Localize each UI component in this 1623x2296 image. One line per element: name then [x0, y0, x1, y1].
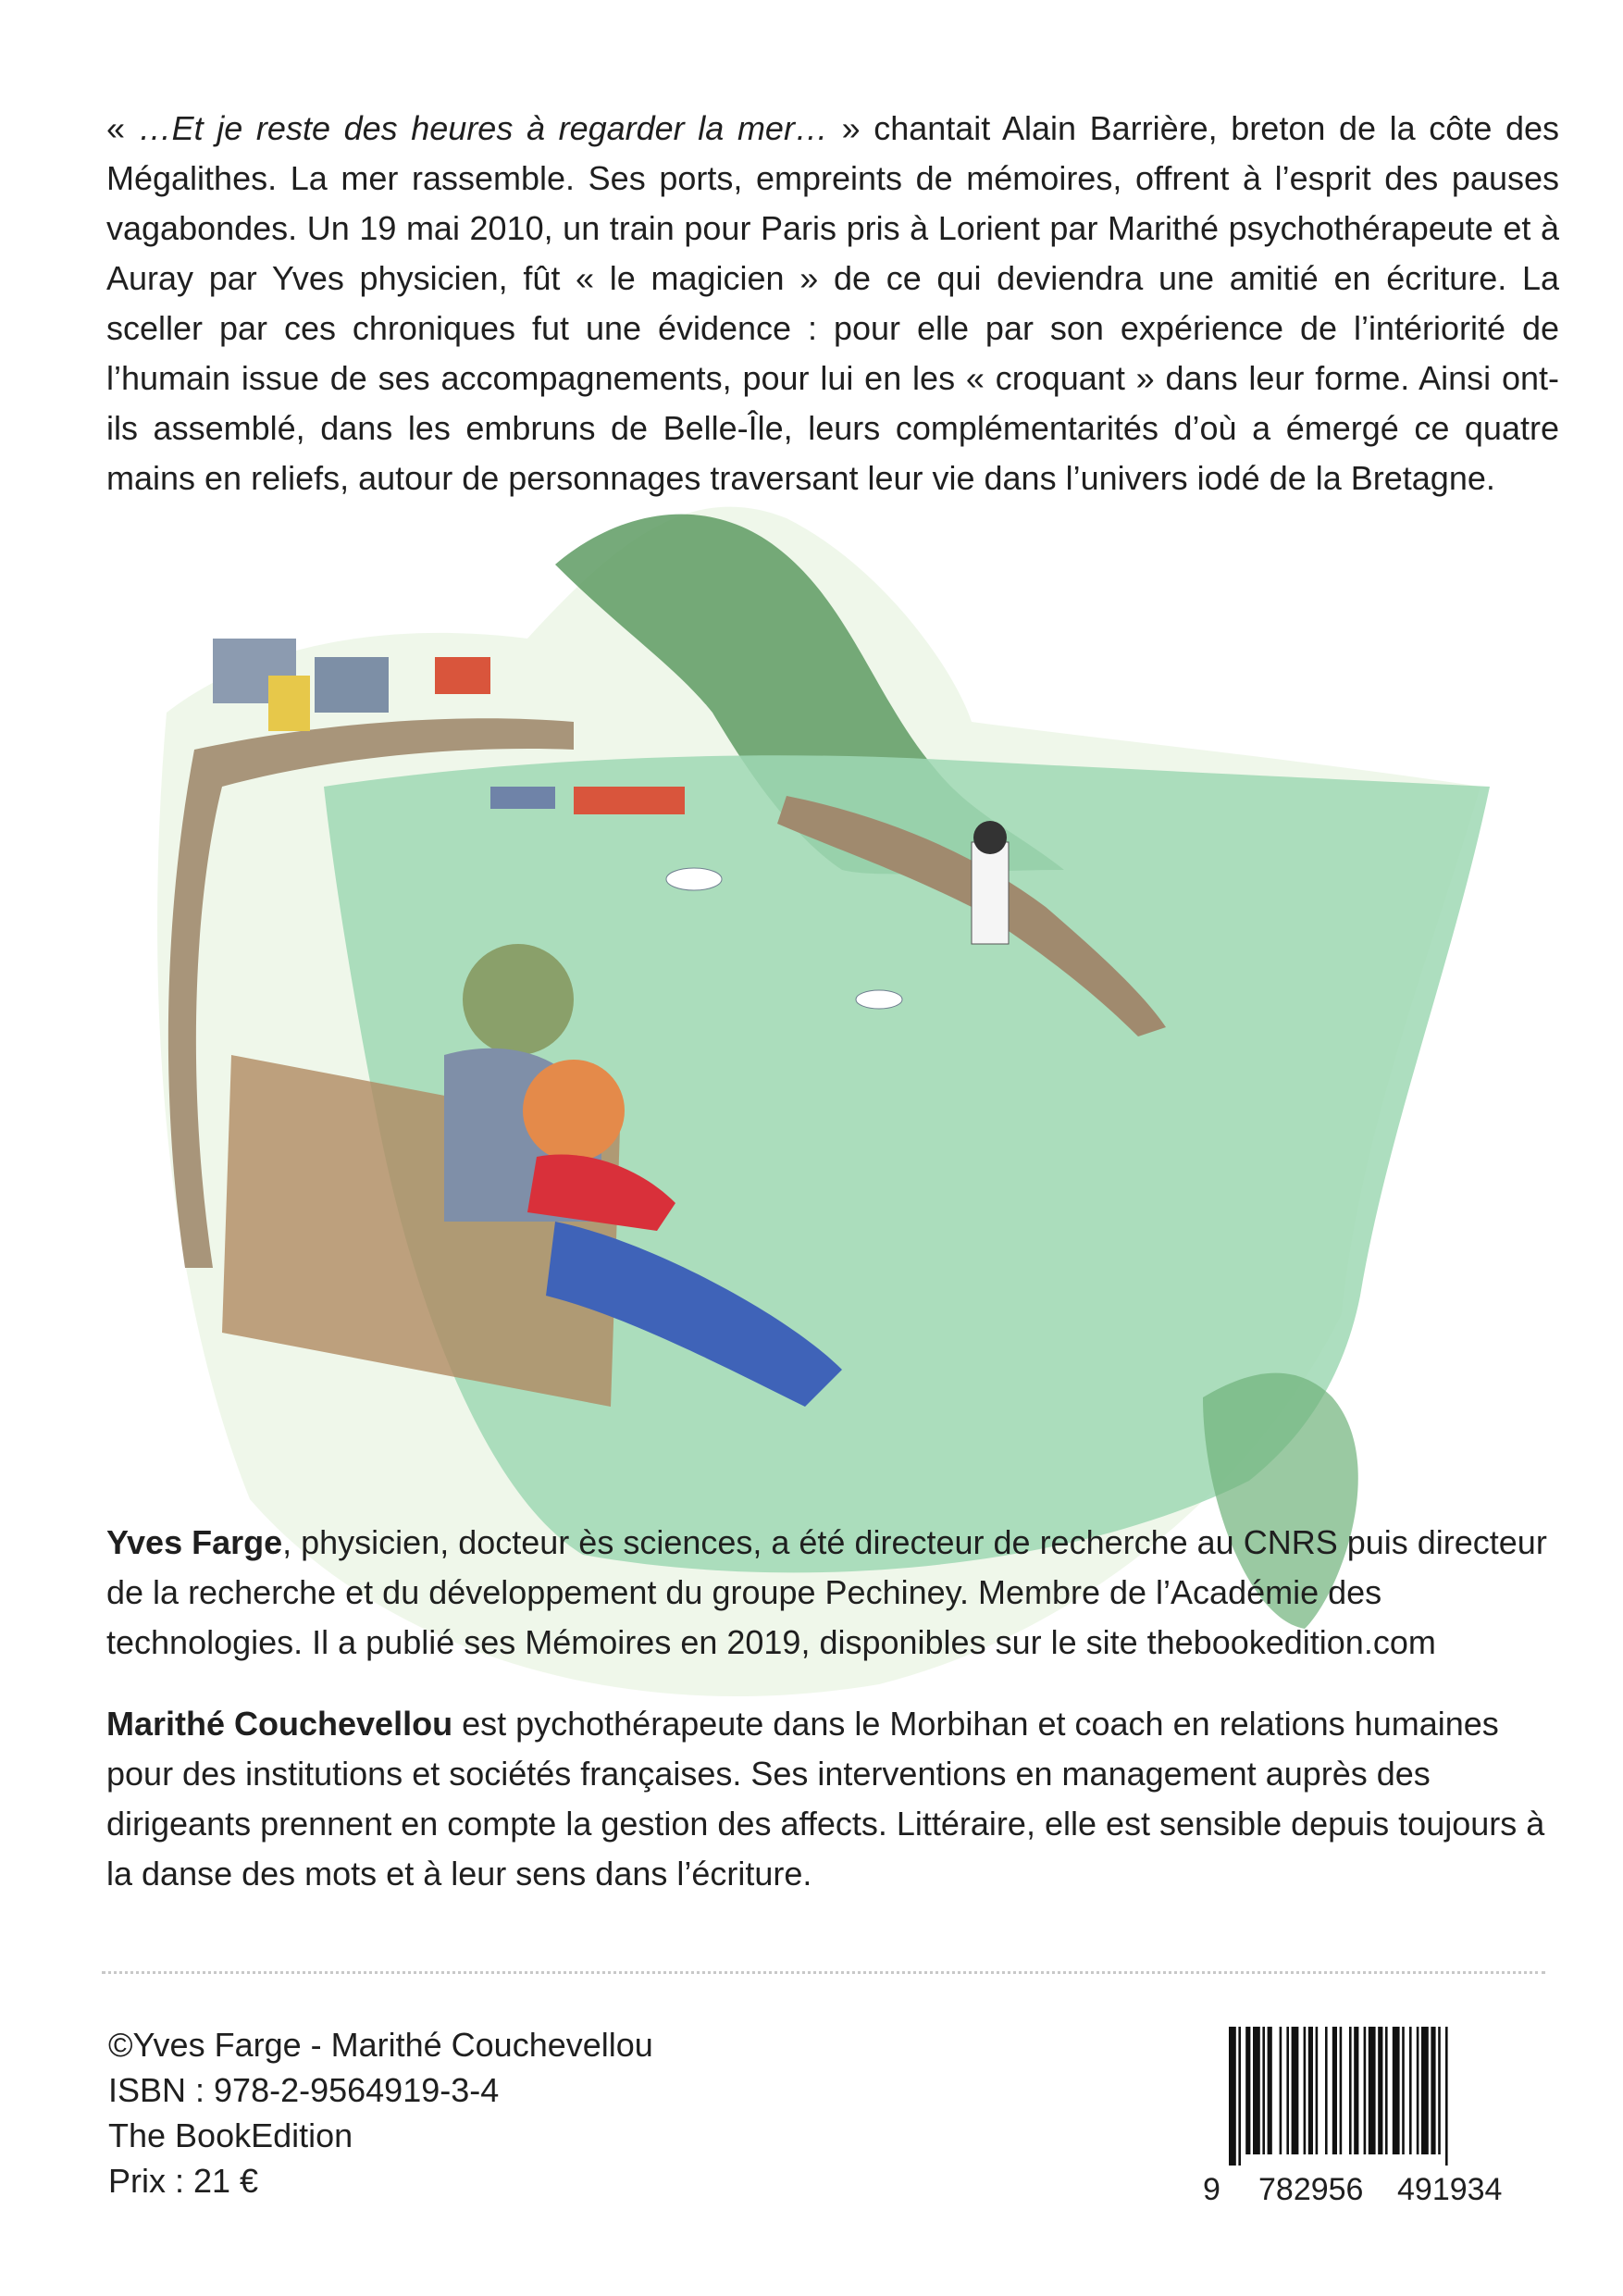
barcode-digit-first: 9 — [1203, 2172, 1220, 2207]
barcode-bar — [1332, 2027, 1337, 2154]
barcode-bar — [1378, 2027, 1382, 2154]
barcode-bar — [1245, 2027, 1250, 2154]
bio-yves-farge — [106, 1518, 1559, 1668]
open-quote: « — [106, 109, 139, 147]
house-yellow — [268, 676, 310, 731]
barcode-bar — [1354, 2027, 1358, 2154]
barcode-bar — [1304, 2027, 1307, 2154]
author-name: Yves Farge — [106, 1523, 283, 1561]
lighthouse-top — [973, 821, 1007, 854]
house-2 — [315, 657, 389, 713]
barcode-bar — [1402, 2027, 1405, 2154]
barcode-digits-left: 782956 — [1258, 2172, 1364, 2207]
barcode-bar — [1409, 2027, 1412, 2154]
barcode-bar — [1421, 2027, 1429, 2154]
red-boat — [574, 787, 685, 814]
boat-white-1 — [666, 868, 722, 890]
bio-text: , physicien, docteur ès sciences, a été directeur de recherche au CNRS puis directeur de la recherche et du développement du groupe Pechiney. Membre de l’Académie des technologies. Il a publié ses Mémoires en 2019, disponibles sur le site thebookedition.com — [106, 1523, 1547, 1661]
barcode-bar — [1325, 2027, 1328, 2154]
barcode-digits-right: 491934 — [1397, 2172, 1503, 2207]
barcode-bar — [1268, 2027, 1272, 2154]
copyright: ©Yves Farge - Marithé Couchevellou — [108, 2026, 653, 2064]
isbn: ISBN : 978-2-9564919-3-4 — [108, 2071, 500, 2109]
barcode-bar — [1316, 2027, 1319, 2154]
boat-blue — [490, 787, 555, 809]
barcode-bar — [1262, 2027, 1265, 2154]
barcode-bar — [1369, 2027, 1376, 2154]
barcode-bar — [1238, 2027, 1241, 2166]
bio-text: est pychothérapeute dans le Morbihan et coach en relations humaines pour des institutions et sociétés françaises. Ses interventions en management auprès des dirigeants prennent en compte la gestion des affects. Littéraire, elle est sensible depuis toujours à la danse des mots et à leur sens dans l’écriture. — [106, 1705, 1545, 1893]
blurb-text: » chantait Alain Barrière, breton de la côte des Mégalithes. La mer rassemble. Ses ports, empreints de mémoires, offrent à l’esprit des pauses vagabondes. Un 19 mai 2010, un train pour Paris pris à Lorient par Marithé psychothérapeute et à Auray par Yves physicien, fût « le magicien » de ce qui deviendra une amitié en écriture. La sceller par ces chroniques fut une évidence : pour elle par son expérience de l’intériorité de l’humain issue de ses accompagnements, pour lui en les « croquant » dans leur forme. Ainsi ont-ils assemblé, dans les embruns de Belle-Île, leurs complémentarités d’où a émergé ce quatre mains en reliefs, autour de personnages traversant leur vie dans l’univers iodé de la Bretagne. — [106, 109, 1560, 497]
barcode-bar — [1385, 2027, 1388, 2154]
author-name: Marithé Couchevellou — [106, 1705, 453, 1743]
house-red — [435, 657, 490, 694]
barcode-bar — [1286, 2027, 1289, 2154]
barcode-bar — [1229, 2027, 1236, 2166]
song-quote: …Et je reste des heures à regarder la mer… — [138, 109, 828, 147]
isbn-barcode — [1203, 2027, 1527, 2166]
publisher: The BookEdition — [108, 2116, 353, 2154]
barcode-bar — [1253, 2027, 1260, 2154]
dotted-divider — [102, 1971, 1545, 1974]
woman-head — [523, 1060, 625, 1161]
barcode-bar — [1417, 2027, 1419, 2154]
barcode-bar — [1292, 2027, 1299, 2154]
barcode-bar — [1364, 2027, 1367, 2154]
man-head — [463, 944, 574, 1055]
colophon — [108, 2022, 653, 2203]
boat-white-2 — [856, 990, 902, 1009]
barcode-bar — [1280, 2027, 1282, 2154]
barcode-bar — [1438, 2027, 1441, 2154]
barcode-bar — [1340, 2027, 1343, 2154]
price: Prix : 21 € — [108, 2162, 259, 2200]
barcode-bar — [1349, 2027, 1352, 2154]
barcode-bar — [1445, 2027, 1448, 2166]
barcode-bar — [1393, 2027, 1400, 2154]
bio-marithe-couchevellou — [106, 1699, 1559, 1899]
lighthouse — [972, 842, 1009, 944]
barcode-bar — [1308, 2027, 1313, 2154]
barcode-bar — [1431, 2027, 1435, 2154]
back-cover-blurb — [106, 104, 1559, 503]
